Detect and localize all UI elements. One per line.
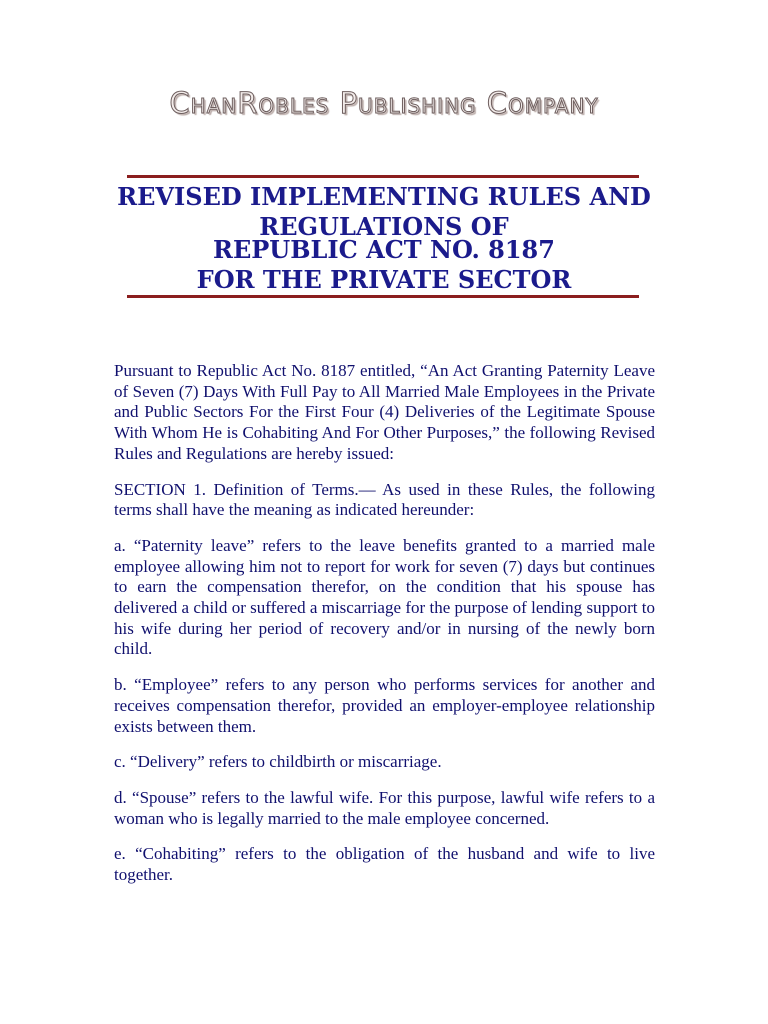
definition-spouse: d. “Spouse” refers to the lawful wife. For this purpose, lawful wife refers to a woman who is legally married to the male employee concerned. [114,787,655,828]
title-line-2: REGULATIONS OF [259,212,509,241]
definition-employee: b. “Employee” refers to any person who performs services for another and receives compensation therefor, provided an employer-employee relationship exists between them. [114,675,655,736]
top-divider [127,175,639,178]
publisher-logo: ChanRobles Publishing Company [169,86,599,120]
document-body [114,361,655,901]
definition-cohabiting: e. “Cohabiting” refers to the obligation of the husband and wife to live together. [114,844,655,885]
section-1-heading-paragraph: SECTION 1. Definition of Terms.— As used in these Rules, the following terms shall have the meaning as indicated hereunder: [114,479,655,520]
title-line-4: FOR THE PRIVATE SECTOR [196,265,572,294]
bottom-divider [127,295,639,298]
definition-delivery: c. “Delivery” refers to childbirth or miscarriage. [114,752,442,772]
title-line-3: REPUBLIC ACT NO. 8187 [213,235,555,264]
preamble-paragraph: Pursuant to Republic Act No. 8187 entitled, “An Act Granting Paternity Leave of Seven (7) Days With Full Pay to All Married Male Employees in the Private and Public Sectors For the First Four (4) Deliveries of the Legitimate Spouse With Whom He is Cohabiting And For Other Purposes,” the following Revised Rules and Regulations are hereby issued: [114,361,655,463]
title-line-1: REVISED IMPLEMENTING RULES AND [117,182,651,211]
definition-paternity-leave: a. “Paternity leave” refers to the leave benefits granted to a married male employee allowing him not to report for work for seven (7) days but continues to earn the compensation therefor, on the condition that his spouse has delivered a child or suffered a miscarriage for the purpose of lending support to his wife during her period of recovery and/or in nursing of the newly born child. [114,535,655,659]
